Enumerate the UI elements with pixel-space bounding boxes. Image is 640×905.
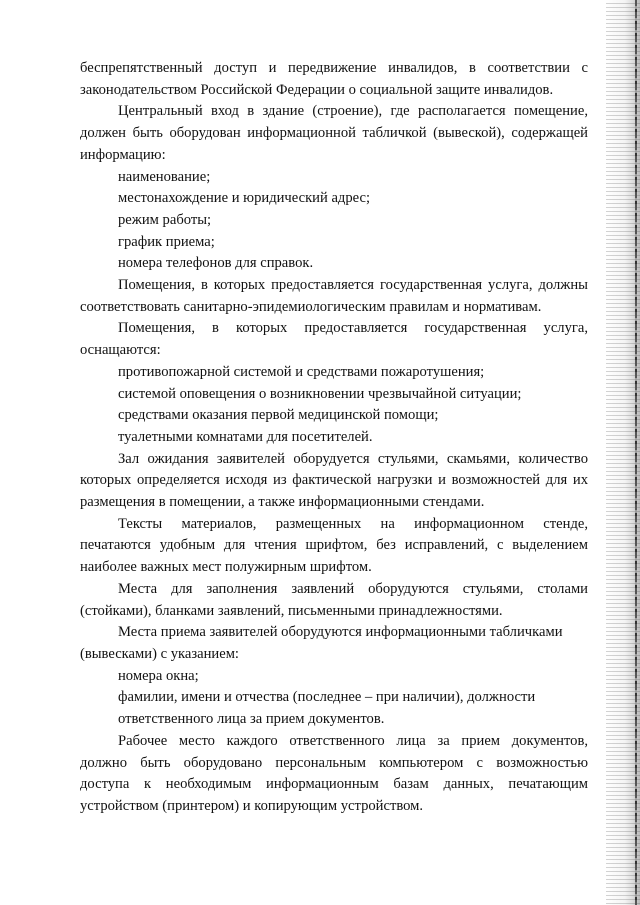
list-item: ответственного лица за прием документов. — [118, 711, 385, 728]
list-item: график приема; — [118, 233, 215, 250]
paragraph-sanitary — [80, 275, 588, 318]
paragraph-central-entrance — [80, 101, 588, 166]
list-item: наименование; — [118, 168, 211, 185]
text-line: размещения в помещении, а также информационными стендами. — [80, 494, 485, 511]
text-line: наиболее важных мест полужирным шрифтом. — [80, 559, 372, 576]
text-line: Помещения, в которых предоставляется государственная услуга, — [118, 320, 588, 337]
text-line: должно быть оборудовано персональным компьютером с возможностью — [80, 754, 588, 771]
text-line: информацию: — [80, 146, 166, 163]
text-line: Тексты материалов, размещенных на информационном стенде, — [118, 515, 588, 532]
text-line: беспрепятственный доступ и передвижение инвалидов, в соответствии с — [80, 60, 588, 76]
paragraph-stand-texts — [80, 514, 588, 579]
text-line: Зал ожидания заявителей оборудуется стульями, скамьями, количество — [118, 450, 588, 467]
scan-edge-line — [635, 0, 637, 905]
list-item: туалетными комнатами для посетителей. — [118, 428, 373, 445]
paragraph-equipment — [80, 318, 588, 361]
text-line: (вывесками) с указанием: — [80, 645, 239, 662]
text-line: Места для заполнения заявлений оборудуются стульями, столами — [118, 580, 588, 597]
text-line: печатаются удобным для чтения шрифтом, без исправлений, с выделением — [80, 537, 588, 554]
text-line: Рабочее место каждого ответственного лица за прием документов, — [118, 732, 588, 749]
text-line: устройством (принтером) и копирующим устройством. — [80, 797, 424, 814]
paragraph-reception-places — [80, 622, 588, 665]
text-line: соответствовать санитарно-эпидемиологическим правилам и нормативам. — [80, 298, 542, 315]
paragraph-accessibility — [80, 58, 588, 101]
text-line: Места приема заявителей оборудуются информационными табличками — [118, 624, 563, 641]
paragraph-workplace — [80, 731, 588, 818]
text-line: которых определяется исходя из фактической нагрузки и возможностей для их — [80, 472, 588, 489]
text-line: Помещения, в которых предоставляется государственная услуга, должны — [118, 277, 588, 294]
text-line: (стойками), бланками заявлений, письменными принадлежностями. — [80, 602, 503, 619]
document-page — [80, 58, 588, 818]
text-line: доступа к необходимым информационным базам данных, печатающим — [80, 776, 588, 793]
list-item: системой оповещения о возникновении чрезвычайной ситуации; — [118, 385, 522, 402]
text-line: Центральный вход в здание (строение), где располагается помещение, — [118, 103, 588, 120]
list-item: номера окна; — [118, 667, 199, 684]
list-item: противопожарной системой и средствами пожаротушения; — [118, 363, 485, 380]
paragraph-forms-places — [80, 579, 588, 622]
list-item: номера телефонов для справок. — [118, 255, 314, 272]
list-item: местонахождение и юридический адрес; — [118, 190, 371, 207]
text-line: законодательством Российской Федерации о социальной защите инвалидов. — [80, 81, 554, 98]
list-item: режим работы; — [118, 211, 212, 228]
list-item: средствами оказания первой медицинской помощи; — [118, 407, 439, 424]
scan-edge-artifact — [606, 0, 640, 905]
text-line: должен быть оборудован информационной табличкой (вывеской), содержащей — [80, 125, 588, 142]
paragraph-waiting-hall — [80, 449, 588, 514]
text-line: оснащаются: — [80, 342, 161, 359]
list-item: фамилии, имени и отчества (последнее – при наличии), должности — [118, 689, 536, 706]
